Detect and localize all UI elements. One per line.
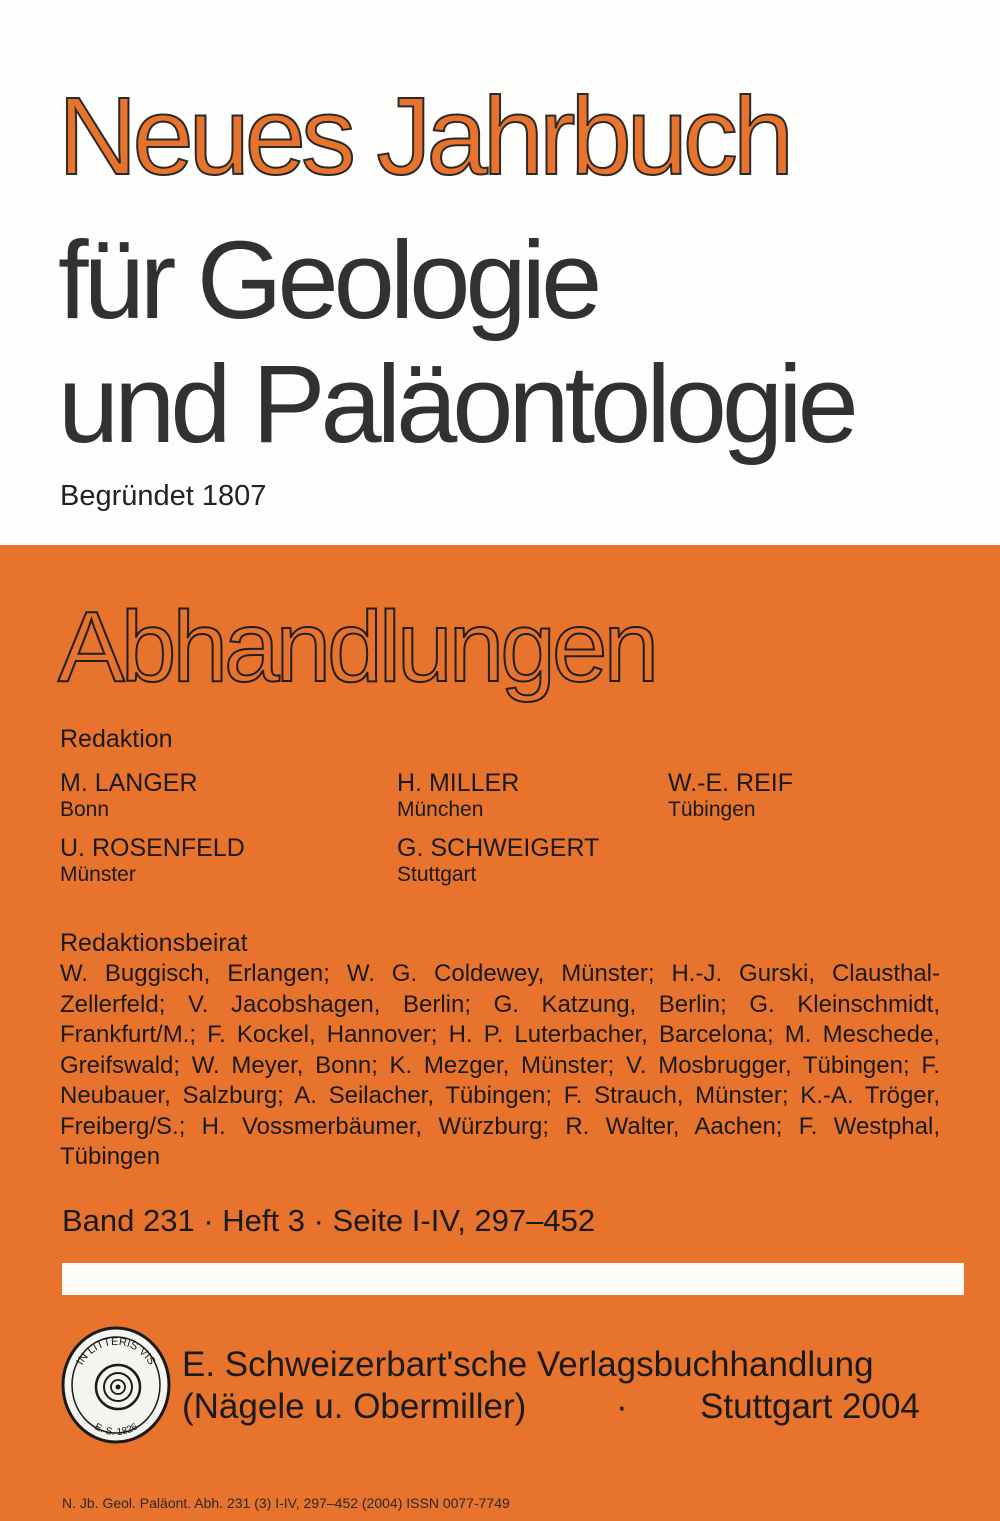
citation-line: N. Jb. Geol. Paläont. Abh. 231 (3) I-IV, 297–452 (2004) ISSN 0077-7749 <box>62 1495 510 1511</box>
advisory-board-list: W. Buggisch, Erlangen; W. G. Coldewey, Münster; H.-J. Gurski, Clausthal-Zellerfeld; V. Jacobshagen, Berlin; G. Katzung, Berlin; G. Kleinschmidt, Frankfurt/M.; F. Kockel, Hannover; H. P. Luterbacher, Barcelona; M. Meschede, Greifswald; W. Meyer, Bonn; K. Mezger, Münster; V. Mosbrugger, Tübingen; F. Neubauer, Salzburg; A. Seilacher, Tübingen; F. Strauch, Münster; K.-A. Tröger, Freiberg/S.; H. Vossmerbäumer, Würzburg; R. Walter, Aachen; F. Westphal, Tübingen <box>60 960 940 1170</box>
journal-title-line2: für Geologie <box>58 219 598 342</box>
cover-top <box>0 0 1000 545</box>
publisher-seal-logo <box>60 1325 172 1445</box>
editor-entry <box>397 768 519 822</box>
editor-name: H. MILLER <box>397 769 520 797</box>
logo-initials-year: E. S. 1826 <box>92 1421 140 1439</box>
editor-city: Bonn <box>60 798 110 821</box>
publisher-name: E. Schweizerbart'sche Verlagsbuchhandlung <box>182 1345 874 1384</box>
editor-name: G. SCHWEIGERT <box>397 834 600 862</box>
editor-city: Münster <box>60 863 136 886</box>
editor-city: Tübingen <box>668 798 756 821</box>
editor-entry <box>60 768 198 822</box>
publisher-owners: (Nägele u. Obermiller) <box>182 1387 527 1426</box>
cover-orange-panel <box>0 545 1000 1521</box>
editor-entry <box>397 833 599 887</box>
logo-motto: IN LITTERIS VIS <box>74 1335 158 1368</box>
white-stripe <box>62 1263 964 1295</box>
editor-entry <box>668 768 793 822</box>
issue-info: Band 231 · Heft 3 · Seite I-IV, 297–452 <box>62 1203 596 1238</box>
section-title: Abhandlungen <box>58 591 656 703</box>
editor-name: M. LANGER <box>60 769 198 797</box>
editor-city: Stuttgart <box>397 863 477 886</box>
editor-name: U. ROSENFELD <box>60 834 245 862</box>
journal-title-line1: Neues Jahrbuch <box>58 75 790 198</box>
editor-entry <box>60 833 245 887</box>
journal-title-line3: und Paläontologie <box>58 343 854 466</box>
editors-label: Redaktion <box>60 725 173 753</box>
advisory-board-label: Redaktionsbeirat <box>60 929 248 957</box>
founded-note: Begründet 1807 <box>60 480 267 512</box>
publisher-separator: · <box>616 1387 628 1426</box>
publisher-place-year: Stuttgart 2004 <box>700 1387 920 1426</box>
editor-name: W.-E. REIF <box>668 769 793 797</box>
editor-city: München <box>397 798 484 821</box>
